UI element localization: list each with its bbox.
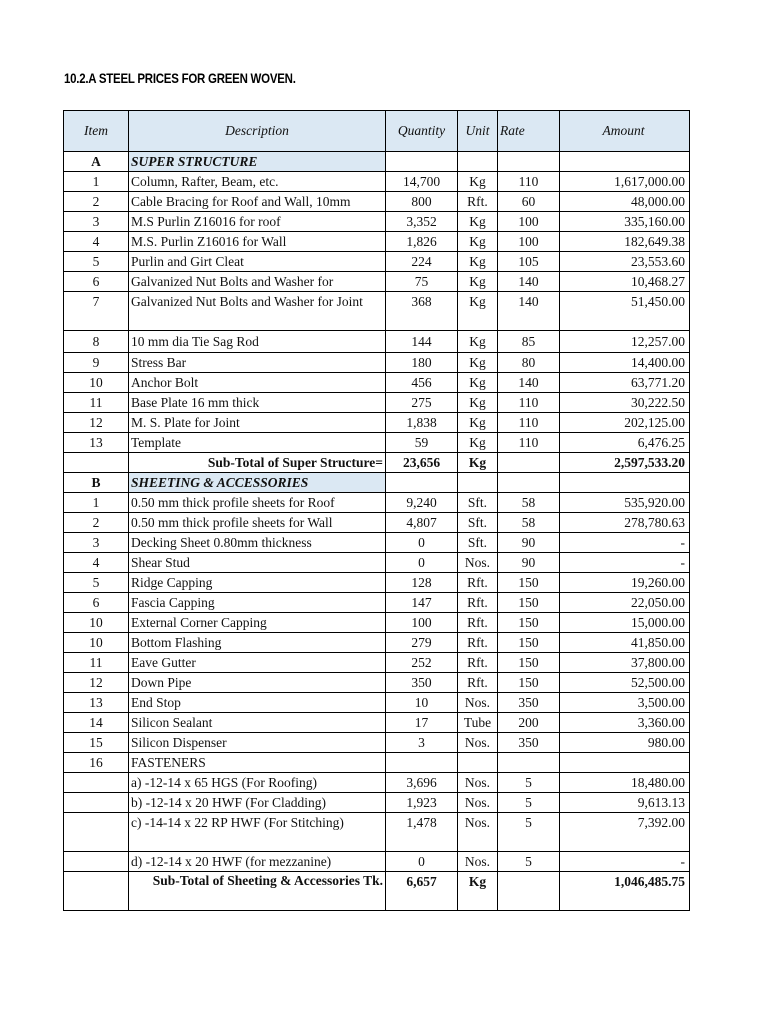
header-quantity: Quantity xyxy=(386,111,458,152)
cell-description: FASTENERS xyxy=(129,753,386,773)
cell-item: 11 xyxy=(64,653,129,673)
cell-rate: 105 xyxy=(498,252,560,272)
cell-description: b) -12-14 x 20 HWF (For Cladding) xyxy=(129,793,386,813)
cell-unit: Nos. xyxy=(458,813,498,852)
subtotal-unit: Kg xyxy=(458,453,498,473)
cell-amount: 18,480.00 xyxy=(560,773,690,793)
empty-cell xyxy=(458,152,498,172)
cell-unit: Kg xyxy=(458,433,498,453)
cell-quantity: 252 xyxy=(386,653,458,673)
cell-unit: Kg xyxy=(458,331,498,353)
cell-amount: 535,920.00 xyxy=(560,493,690,513)
cell-description: Eave Gutter xyxy=(129,653,386,673)
document-title: 10.2.A STEEL PRICES FOR GREEN WOVEN. xyxy=(64,70,296,86)
subtotal-quantity: 6,657 xyxy=(386,872,458,911)
cell-item: 11 xyxy=(64,393,129,413)
cell-unit: Kg xyxy=(458,373,498,393)
cell-unit xyxy=(458,753,498,773)
section-code: A xyxy=(64,152,129,172)
table-row xyxy=(64,393,690,413)
cell-description: Shear Stud xyxy=(129,553,386,573)
cell-rate: 150 xyxy=(498,673,560,693)
cell-description: Anchor Bolt xyxy=(129,373,386,393)
cell-quantity: 456 xyxy=(386,373,458,393)
cell-description: Ridge Capping xyxy=(129,573,386,593)
cell-item: 8 xyxy=(64,331,129,353)
table-row xyxy=(64,353,690,373)
cell-quantity: 3,696 xyxy=(386,773,458,793)
empty-cell xyxy=(498,872,560,911)
cell-unit: Rft. xyxy=(458,573,498,593)
empty-cell xyxy=(498,453,560,473)
cell-rate: 58 xyxy=(498,513,560,533)
cell-unit: Rft. xyxy=(458,673,498,693)
table-row xyxy=(64,713,690,733)
table-row xyxy=(64,493,690,513)
cell-quantity: 350 xyxy=(386,673,458,693)
subtotal-amount: 1,046,485.75 xyxy=(560,872,690,911)
table-row xyxy=(64,232,690,252)
cell-quantity: 3,352 xyxy=(386,212,458,232)
cell-unit: Kg xyxy=(458,252,498,272)
section-title: SHEETING & ACCESSORIES xyxy=(129,473,386,493)
cell-unit: Tube xyxy=(458,713,498,733)
cell-amount: 7,392.00 xyxy=(560,813,690,852)
cell-item: 2 xyxy=(64,192,129,212)
cell-description: Base Plate 16 mm thick xyxy=(129,393,386,413)
cell-quantity: 0 xyxy=(386,533,458,553)
cell-amount: 19,260.00 xyxy=(560,573,690,593)
cell-rate: 140 xyxy=(498,373,560,393)
cell-rate: 5 xyxy=(498,813,560,852)
cell-rate: 5 xyxy=(498,852,560,872)
table-row xyxy=(64,331,690,353)
table-row xyxy=(64,573,690,593)
cell-unit: Kg xyxy=(458,393,498,413)
cell-amount: 1,617,000.00 xyxy=(560,172,690,192)
cell-description: c) -14-14 x 22 RP HWF (For Stitching) xyxy=(129,813,386,852)
cell-amount: 63,771.20 xyxy=(560,373,690,393)
cell-amount: 48,000.00 xyxy=(560,192,690,212)
cell-quantity: 368 xyxy=(386,292,458,331)
cell-amount xyxy=(560,753,690,773)
cell-item: 10 xyxy=(64,613,129,633)
cell-quantity: 1,478 xyxy=(386,813,458,852)
cell-item: 3 xyxy=(64,533,129,553)
header-unit: Unit xyxy=(458,111,498,152)
cell-item: 5 xyxy=(64,573,129,593)
cell-rate: 60 xyxy=(498,192,560,212)
cell-amount: 182,649.38 xyxy=(560,232,690,252)
cell-item: 13 xyxy=(64,693,129,713)
cell-amount: 335,160.00 xyxy=(560,212,690,232)
cell-amount: 202,125.00 xyxy=(560,413,690,433)
table-row xyxy=(64,533,690,553)
cell-rate xyxy=(498,753,560,773)
cell-unit: Nos. xyxy=(458,553,498,573)
cell-rate: 350 xyxy=(498,693,560,713)
cell-description: Silicon Dispenser xyxy=(129,733,386,753)
cell-unit: Kg xyxy=(458,353,498,373)
cell-quantity: 14,700 xyxy=(386,172,458,192)
cell-unit: Kg xyxy=(458,272,498,292)
cell-quantity: 224 xyxy=(386,252,458,272)
cell-item: 1 xyxy=(64,172,129,192)
cell-quantity: 144 xyxy=(386,331,458,353)
cell-amount: 15,000.00 xyxy=(560,613,690,633)
subtotal-amount: 2,597,533.20 xyxy=(560,453,690,473)
cell-amount: 12,257.00 xyxy=(560,331,690,353)
cell-item xyxy=(64,852,129,872)
cell-unit: Sft. xyxy=(458,533,498,553)
table-row xyxy=(64,172,690,192)
cell-item: 16 xyxy=(64,753,129,773)
cell-rate: 100 xyxy=(498,232,560,252)
cell-description: Fascia Capping xyxy=(129,593,386,613)
cell-amount: 30,222.50 xyxy=(560,393,690,413)
header-item: Item xyxy=(64,111,129,152)
cell-amount: - xyxy=(560,533,690,553)
section-code: B xyxy=(64,473,129,493)
subtotal-row xyxy=(64,872,690,911)
cell-rate: 80 xyxy=(498,353,560,373)
cell-description: Purlin and Girt Cleat xyxy=(129,252,386,272)
table-row xyxy=(64,613,690,633)
empty-cell xyxy=(458,473,498,493)
cell-item: 15 xyxy=(64,733,129,753)
section-header-row xyxy=(64,473,690,493)
cell-item: 6 xyxy=(64,272,129,292)
table-row xyxy=(64,813,690,852)
cell-amount: 6,476.25 xyxy=(560,433,690,453)
empty-cell xyxy=(64,453,129,473)
cell-quantity: 1,826 xyxy=(386,232,458,252)
cell-quantity: 9,240 xyxy=(386,493,458,513)
cell-item: 2 xyxy=(64,513,129,533)
table-row xyxy=(64,593,690,613)
cell-quantity: 128 xyxy=(386,573,458,593)
cell-rate: 85 xyxy=(498,331,560,353)
cell-unit: Nos. xyxy=(458,793,498,813)
cell-unit: Kg xyxy=(458,232,498,252)
cell-description: Template xyxy=(129,433,386,453)
table-row xyxy=(64,292,690,331)
cell-amount: 10,468.27 xyxy=(560,272,690,292)
cell-rate: 140 xyxy=(498,272,560,292)
cell-item: 1 xyxy=(64,493,129,513)
header-row xyxy=(64,111,690,152)
cell-description: External Corner Capping xyxy=(129,613,386,633)
cell-unit: Rft. xyxy=(458,633,498,653)
cell-quantity: 0 xyxy=(386,852,458,872)
table-row xyxy=(64,413,690,433)
empty-cell xyxy=(498,152,560,172)
cell-quantity xyxy=(386,753,458,773)
table-row xyxy=(64,433,690,453)
cell-quantity: 1,838 xyxy=(386,413,458,433)
cell-unit: Rft. xyxy=(458,613,498,633)
cell-item xyxy=(64,793,129,813)
cell-quantity: 10 xyxy=(386,693,458,713)
cell-rate: 140 xyxy=(498,292,560,331)
cell-unit: Rft. xyxy=(458,653,498,673)
cell-quantity: 279 xyxy=(386,633,458,653)
cell-item: 14 xyxy=(64,713,129,733)
cell-item: 5 xyxy=(64,252,129,272)
cell-rate: 150 xyxy=(498,653,560,673)
section-header-row xyxy=(64,152,690,172)
cell-unit: Sft. xyxy=(458,493,498,513)
table-row xyxy=(64,693,690,713)
cell-unit: Kg xyxy=(458,292,498,331)
steel-prices-table xyxy=(63,110,690,911)
table-row xyxy=(64,192,690,212)
cell-amount: - xyxy=(560,553,690,573)
cell-description: Decking Sheet 0.80mm thickness xyxy=(129,533,386,553)
cell-description: Cable Bracing for Roof and Wall, 10mm xyxy=(129,192,386,212)
cell-item: 4 xyxy=(64,232,129,252)
subtotal-label: Sub-Total of Super Structure= xyxy=(129,453,386,473)
cell-rate: 150 xyxy=(498,593,560,613)
header-description: Description xyxy=(129,111,386,152)
empty-cell xyxy=(560,473,690,493)
cell-unit: Nos. xyxy=(458,773,498,793)
cell-item: 12 xyxy=(64,673,129,693)
cell-description: End Stop xyxy=(129,693,386,713)
subtotal-label: Sub-Total of Sheeting & Accessories Tk. xyxy=(129,872,386,911)
cell-description: Bottom Flashing xyxy=(129,633,386,653)
cell-unit: Kg xyxy=(458,172,498,192)
cell-description: Galvanized Nut Bolts and Washer for xyxy=(129,272,386,292)
cell-item: 10 xyxy=(64,633,129,653)
cell-item xyxy=(64,813,129,852)
cell-item: 3 xyxy=(64,212,129,232)
cell-description: 0.50 mm thick profile sheets for Wall xyxy=(129,513,386,533)
cell-description: d) -12-14 x 20 HWF (for mezzanine) xyxy=(129,852,386,872)
table-row xyxy=(64,733,690,753)
cell-amount: 52,500.00 xyxy=(560,673,690,693)
empty-cell xyxy=(498,473,560,493)
cell-rate: 58 xyxy=(498,493,560,513)
table-row xyxy=(64,633,690,653)
cell-unit: Nos. xyxy=(458,852,498,872)
cell-amount: 14,400.00 xyxy=(560,353,690,373)
cell-amount: 51,450.00 xyxy=(560,292,690,331)
cell-unit: Nos. xyxy=(458,693,498,713)
cell-description: a) -12-14 x 65 HGS (For Roofing) xyxy=(129,773,386,793)
cell-quantity: 147 xyxy=(386,593,458,613)
cell-unit: Kg xyxy=(458,212,498,232)
cell-quantity: 59 xyxy=(386,433,458,453)
table-row xyxy=(64,252,690,272)
cell-amount: 9,613.13 xyxy=(560,793,690,813)
cell-description: Down Pipe xyxy=(129,673,386,693)
cell-description: M. S. Plate for Joint xyxy=(129,413,386,433)
table-row xyxy=(64,673,690,693)
cell-quantity: 1,923 xyxy=(386,793,458,813)
cell-item: 6 xyxy=(64,593,129,613)
table-row xyxy=(64,773,690,793)
cell-item xyxy=(64,773,129,793)
cell-amount: 22,050.00 xyxy=(560,593,690,613)
cell-amount: 278,780.63 xyxy=(560,513,690,533)
cell-rate: 5 xyxy=(498,773,560,793)
cell-quantity: 180 xyxy=(386,353,458,373)
cell-quantity: 0 xyxy=(386,553,458,573)
table-row xyxy=(64,753,690,773)
cell-quantity: 800 xyxy=(386,192,458,212)
cell-description: Column, Rafter, Beam, etc. xyxy=(129,172,386,192)
cell-description: 10 mm dia Tie Sag Rod xyxy=(129,331,386,353)
table-row xyxy=(64,272,690,292)
cell-description: Galvanized Nut Bolts and Washer for Joint xyxy=(129,292,386,331)
table-row xyxy=(64,653,690,673)
subtotal-quantity: 23,656 xyxy=(386,453,458,473)
cell-rate: 90 xyxy=(498,533,560,553)
cell-quantity: 3 xyxy=(386,733,458,753)
cell-rate: 110 xyxy=(498,393,560,413)
table-row xyxy=(64,793,690,813)
cell-rate: 150 xyxy=(498,613,560,633)
cell-quantity: 275 xyxy=(386,393,458,413)
cell-item: 4 xyxy=(64,553,129,573)
cell-quantity: 4,807 xyxy=(386,513,458,533)
cell-rate: 200 xyxy=(498,713,560,733)
cell-unit: Kg xyxy=(458,413,498,433)
subtotal-unit: Kg xyxy=(458,872,498,911)
cell-description: M.S. Purlin Z16016 for Wall xyxy=(129,232,386,252)
cell-amount: 3,360.00 xyxy=(560,713,690,733)
cell-rate: 150 xyxy=(498,633,560,653)
empty-cell xyxy=(64,872,129,911)
cell-item: 13 xyxy=(64,433,129,453)
cell-quantity: 75 xyxy=(386,272,458,292)
cell-item: 12 xyxy=(64,413,129,433)
cell-unit: Rft. xyxy=(458,192,498,212)
table-row xyxy=(64,553,690,573)
cell-amount: 3,500.00 xyxy=(560,693,690,713)
cell-amount: 23,553.60 xyxy=(560,252,690,272)
cell-rate: 100 xyxy=(498,212,560,232)
table-row xyxy=(64,373,690,393)
cell-amount: 980.00 xyxy=(560,733,690,753)
cell-amount: 41,850.00 xyxy=(560,633,690,653)
table-row xyxy=(64,212,690,232)
cell-rate: 110 xyxy=(498,172,560,192)
header-rate: Rate xyxy=(498,111,560,152)
cell-quantity: 100 xyxy=(386,613,458,633)
cell-rate: 90 xyxy=(498,553,560,573)
table-row xyxy=(64,513,690,533)
table-row xyxy=(64,852,690,872)
cell-item: 7 xyxy=(64,292,129,331)
cell-unit: Rft. xyxy=(458,593,498,613)
cell-description: Silicon Sealant xyxy=(129,713,386,733)
cell-item: 10 xyxy=(64,373,129,393)
cell-rate: 5 xyxy=(498,793,560,813)
subtotal-row xyxy=(64,453,690,473)
cell-amount: 37,800.00 xyxy=(560,653,690,673)
empty-cell xyxy=(386,473,458,493)
cell-unit: Nos. xyxy=(458,733,498,753)
cell-unit: Sft. xyxy=(458,513,498,533)
cell-amount: - xyxy=(560,852,690,872)
cell-rate: 350 xyxy=(498,733,560,753)
empty-cell xyxy=(560,152,690,172)
cell-rate: 150 xyxy=(498,573,560,593)
cell-description: Stress Bar xyxy=(129,353,386,373)
header-amount: Amount xyxy=(560,111,690,152)
cell-quantity: 17 xyxy=(386,713,458,733)
empty-cell xyxy=(386,152,458,172)
cell-rate: 110 xyxy=(498,433,560,453)
cell-description: 0.50 mm thick profile sheets for Roof xyxy=(129,493,386,513)
cell-rate: 110 xyxy=(498,413,560,433)
cell-item: 9 xyxy=(64,353,129,373)
cell-description: M.S Purlin Z16016 for roof xyxy=(129,212,386,232)
section-title: SUPER STRUCTURE xyxy=(129,152,386,172)
